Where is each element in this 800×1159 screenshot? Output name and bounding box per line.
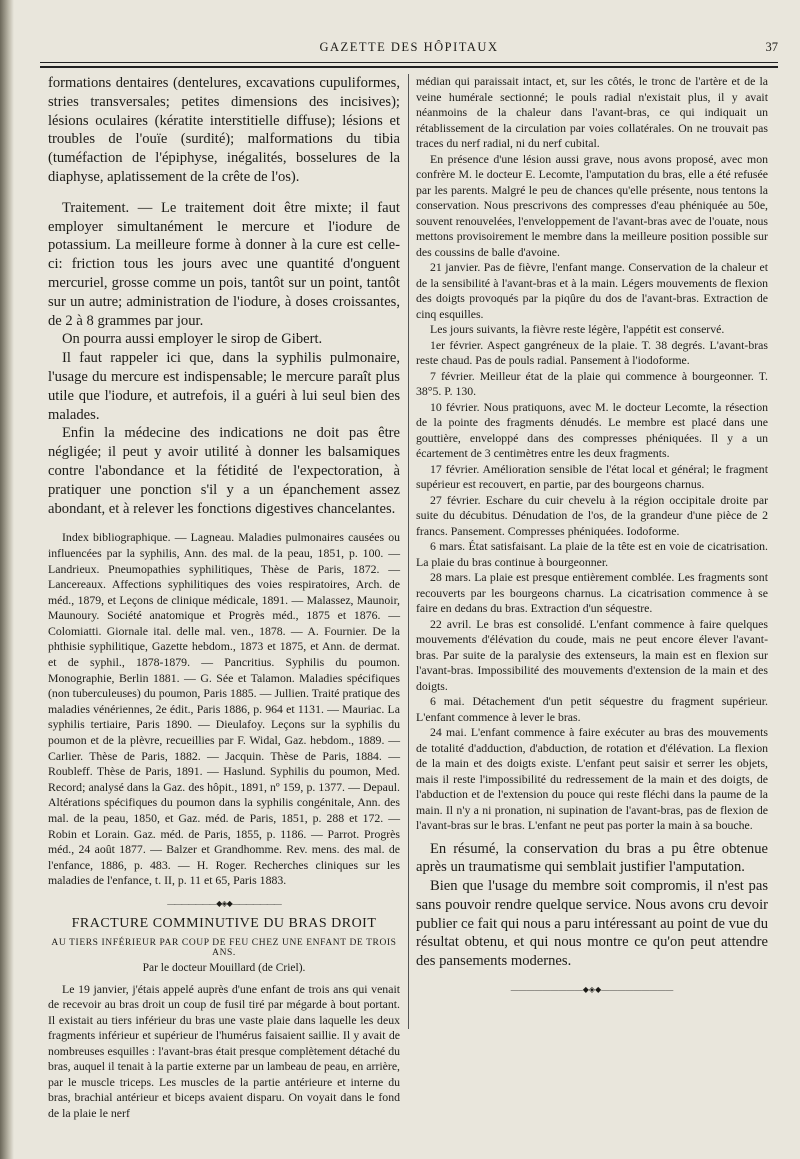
case-text-left [48,982,400,1122]
conclusion-text [416,840,768,972]
end-ornament: —————————◆◈◆————————— [510,985,674,995]
case-entry-6-mars: 6 mars. État satisfaisant. La plaie de la tête est en voie de cicatrisation. La plaie du bras continue à bourgeonner. [416,539,768,569]
case-entry-21-janvier: 21 janvier. Pas de fièvre, l'enfant mange. Conservation de la chaleur et de la sensibilité à l'avant-bras et à la main. Légers mouvements de flexion des doigts provoqués par la piqûre du dos de l'avant-bras. Extraction de cinq esquilles. [416,260,768,321]
paragraph-formations: formations dentaires (dentelures, excavations cupuliformes, stries transversales; petites dimensions des incisives); lésions oculaires (kératite interstitielle diffuse); lésions et troubles de l'ouïe (surdité); malformations du tibia (tuméfaction de l'épiphyse, inégalités, bosselures de la diaphyse, aplatissement de la crête de l'os). [48,75,400,185]
case-paragraph-median: médian qui paraissait intact, et, sur les côtés, le tronc de l'artère et de la veine humérale sectionné; le pouls radial n'existait plus, il y avait néanmoins de la chaleur dans l'avant-bras, ce qui indiquait un rétablissement de la circulation par voies collatérales. On ne trouvait pas traces du nerf radial, ni du nerf cubital. [416,74,768,150]
page-header [40,40,778,60]
case-text-right [416,74,768,834]
page-binding-edge [0,0,14,1159]
case-entry-22-avril: 22 avril. Le bras est consolidé. L'enfant commence à faire quelques mouvements d'élévation du coude, mais ne peut encore élever l'avant-bras. Par suite de la paralysie des extenseurs, la main est en flexion sur l'avant-bras. Impossibilité des mouvements d'extension de la main et des doigts. [416,616,768,693]
syphilis-text [48,74,400,518]
header-rule-thin [40,62,778,63]
paragraph-traitement: Traitement. — Le traitement doit être mixte; il faut employer simultanément le mercure et l'iodure de potassium. La meilleure forme à donner à la cure est celle-ci: friction tous les jours avec une quantité d'onguent mercuriel, grosse comme un pois, tantôt sur un point, tantôt sur un autre; administration de l'iodure, à doses croissantes, de 2 à 8 grammes par jour. [48,199,400,329]
article-subtitle: AU TIERS INFÉRIEUR PAR COUP DE FEU CHEZ UNE ENFANT DE TROIS ANS. [51,937,397,958]
left-column [48,74,400,1121]
paragraph-sirop: On pourra aussi employer le sirop de Gibert. [62,331,323,348]
bibliography-text: Index bibliographique. — Lagneau. Maladies pulmonaires causées ou influencées par la syphilis, Ann. des mal. de la peau, 1851, p. 100. — Landrieux. Pneumopathies syphilitiques, Thèse de Paris, 1872. — Lancereaux. Affections syphilitiques des voies respiratoires, Arch. de méd., 1879, et Leçons de clinique médicale, 1891. — Malassez, Maunoir, Maunoury. Société anatomique et Progrès méd., 1875 et 1876. — Colomiatti. Giornale ital. delle mal. ven., 1878. — A. Fournier. De la phthisie syphilitique, Gazette hebdom., 1873 et 1875, et Ann. de dermat. et de syphil., 1878-1879. — Pancritius. Syphilis du poumon. Monographie, Berlin 1881. — G. Sée et Talamon. Maladies spécifiques (non tuberculeuses) du poumon, Paris 1885. — Jullien. Traité pratique des maladies vénériennes, 2e édit., Paris 1886, p. 964 et 1131. — Mauriac. La syphilis tertiaire, Paris 1890. — Dieulafoy. Leçons sur la syphilis du poumon et de la plèvre, recueillies par F. Widal, Gaz. hebdom., 1889. — Carlier. Thèse de Paris, 1882. — Jacquin. Thèse de Paris, 1884. — Roubleff. Thèse de Paris, 1891. — Haslund. Syphilis du poumon, Med. Record; analysé dans la Gaz. des hôpit., 1891, nº 159, p. 1377. — Depaul. Altérations spécifiques du poumon dans la syphilis congénitale, Ann. des mal. de la peau, 1850, et Gaz. méd. de Paris, 1851, p. 288 et 172. — Robin et Lorain. Gaz. méd. de Paris, 1855, p. 1186. — Parrot. Progrès méd., 24 août 1877. — Balzer et Grandhomme. Rev. mens. des mal. de l'enfance, 1886, p. 483. — H. Roger. Recherches cliniques sur les maladies de l'enfance, t. II, p. 11 et 65, Paris 1883. [48,530,400,888]
case-paragraph-intro: Le 19 janvier, j'étais appelé auprès d'une enfant de trois ans qui venait de recevoir au bras droit un coup de fusil tiré par mégarde à bout portant. Il existait au tiers inférieur du bras une vaste plaie dans laquelle les deux fragments inférieur et supérieur de l'humérus faisaient saillie. Il y avait de nombreuses esquilles : l'avant-bras était presque complètement détaché du bras, auquel il tenait à la partie externe par un lambeau de peau, en arrière, par le muscle triceps. Les muscles de la partie antérieure et interne du bras, brachial antérieur et biceps avaient disparu. On voyait dans le fond de la plaie le nerf [48,981,400,1120]
case-entry-17-fevrier: 17 février. Amélioration sensible de l'état local et général; le fragment supérieur est recouvert, en partie, par des bourgeons charnus. [416,461,768,491]
conclusion-usage: Bien que l'usage du membre soit compromis, il n'est pas sans pouvoir rendre quelque service. Nous avons cru devoir publier ce fait qui nous a paru intéressant au point de vue du résultat obtenu, et qui nous montre ce qu'on peut attendre des pansements modernes. [416,878,768,970]
case-entry-28-mars: 28 mars. La plaie est presque entièrement comblée. Les fragments sont recouverts par les bourgeons charnus. La cicatrisation commence à se faire en dedans du bras. Extraction d'un séquestre. [416,570,768,615]
running-title: GAZETTE DES HÔPITAUX [319,40,499,54]
column-divider [408,74,409,1029]
article-title: FRACTURE COMMINUTIVE DU BRAS DROIT [71,915,377,931]
article-author: Par le docteur Mouillard (de Criel). [142,961,306,974]
case-entry-10-fevrier: 10 février. Nous pratiquons, avec M. le docteur Lecomte, la résection de la pointe des fragments dénudés. Le membre est placé dans une gouttière, enveloppé dans des compresses phéniquées. Il y a un écartement de 3 centimètres entre les deux fragments. [416,399,768,460]
case-entry-jours-suivants: Les jours suivants, la fièvre reste légère, l'appétit est conservé. [430,322,725,336]
case-entry-6-mai: 6 mai. Détachement d'un petit séquestre du fragment supérieur. L'enfant commence à lever le bras. [416,694,768,724]
paragraph-indications: Enfin la médecine des indications ne doit pas être négligée; il peut y avoir utilité à donner les balsamiques contre l'abondance et la fétidité de l'expectoration, à pratiquer une ponction s'il y a un épanchement assez abondant, et à relever les fonctions digestives chancelantes. [48,425,400,517]
case-paragraph-presence: En présence d'une lésion aussi grave, nous avons proposé, avec mon confrère M. le docteur E. Lecomte, l'amputation du bras, elle a été refusée par les parents. Malgré le peu de chances qu'elle présente, nous tentons la conservation. Nous prescrivons des compresses d'eau phéniquée au 50e, souvent renouvelées, l'enveloppement de l'avant-bras avec de l'ouate, nous mettons provisoirement le membre dans la meilleure position possible sur des coussins de balle d'avoine. [416,151,768,259]
bibliographic-index [48,530,400,889]
case-entry-7-fevrier: 7 février. Meilleur état de la plaie qui commence à bourgeonner. T. 38°5. P. 130. [416,368,768,398]
section-ornament: ———————◆◈◆——————— [167,898,281,908]
header-rule-thick [40,66,778,68]
case-entry-27-fevrier: 27 février. Eschare du cuir chevelu à la région occipitale droite par suite du décubitus. Dénudation de l'os, de la grandeur d'une pièce de 2 francs. Pansement. Compresses phéniquées. Iodoforme. [416,492,768,538]
case-entry-24-mai: 24 mai. L'enfant commence à faire exécuter au bras des mouvements de totalité d'adduction, d'abduction, de rotation et d'élévation. La flexion de la main et des doigts existe. L'enfant peut saisir et serrer les objets, mais il reste l'impossibilité du redressement de la main et des doigts, de l'abduction et de l'extension du pouce qui reste fléchi dans la paume de la main. Il n'y a ni pronation, ni supination de l'avant-bras, pas de flexion de l'avant-bras sur le bras. L'enfant ne peut pas porter la main à sa bouche. [416,725,768,832]
case-entry-1-fevrier: 1er février. Aspect gangréneux de la plaie. T. 38 degrés. L'avant-bras reste chaud. Pas de pouls radial. Pansement à l'iodoforme. [416,337,768,367]
conclusion-resume: En résumé, la conservation du bras a pu être obtenue après un traumatisme qui semblait justifier l'amputation. [416,840,768,876]
paragraph-pulmonaire: Il faut rappeler ici que, dans la syphilis pulmonaire, l'usage du mercure est indispensable; le mercure paraît plus utile que l'iodure, et autrefois, il a guéri à lui seul bien des malades. [48,350,400,423]
right-column [416,74,768,994]
page-number: 37 [765,40,778,54]
